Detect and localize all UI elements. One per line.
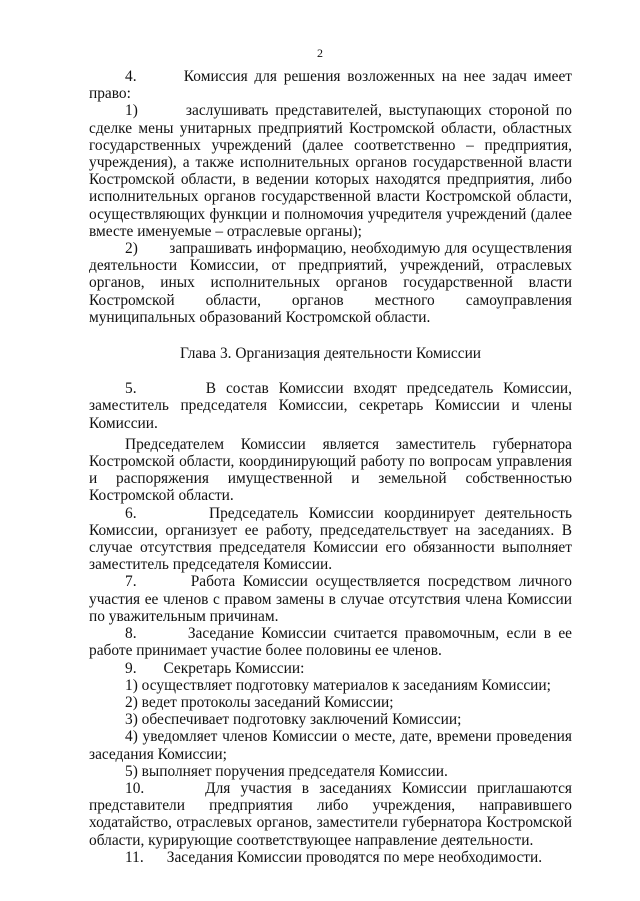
paragraph-9-item-3: 3) обеспечивает подготовку заключений Комиссии; (125, 711, 462, 729)
paragraph-9-item-1: 1) осуществляет подготовку материалов к заседаниям Комиссии; (125, 676, 551, 694)
paragraph-7: 7. Работа Комиссии осуществляется посредством личного участия ее членов с правом замены в случае отсутствия члена Комиссии по уважительным причинам. (89, 573, 572, 625)
paragraph-5: 5. В состав Комиссии входят председатель Комиссии, заместитель председателя Комиссии, секретарь Комиссии и члены Комиссии. (89, 380, 572, 432)
paragraph-9-item-5: 5) выполняет поручения председателя Комиссии. (125, 762, 448, 780)
paragraph-9: 9. Секретарь Комиссии: (125, 659, 305, 677)
paragraph-8: 8. Заседание Комиссии считается правомочным, если в ее работе принимает участие более половины ее членов. (89, 625, 572, 660)
paragraph-5-chair: Председателем Комиссии является заместитель губернатора Костромской области, координирующий работу по вопросам управления и распоряжения имущественной и земельной собственностью Костромской области. (89, 435, 572, 505)
paragraph-11: 11. Заседания Комиссии проводятся по мере необходимости. (125, 848, 543, 866)
paragraph-10: 10. Для участия в заседаниях Комиссии приглашаются представители предприятия либо учреждения, направившего ходатайство, отраслевых органов, заместители губернатора Костромской области, курирующие соответствующее направление деятельности. (89, 779, 572, 849)
document-body (89, 68, 572, 866)
paragraph-9-item-4: 4) уведомляет членов Комиссии о месте, дате, времени проведения заседания Комиссии; (89, 728, 572, 763)
page-number: 2 (317, 46, 323, 60)
paragraph-6: 6. Председатель Комиссии координирует деятельность Комиссии, организует ее работу, председательствует на заседаниях. В случае отсутствия председателя Комиссии его обязанности выполняет заместитель председателя Комиссии. (89, 504, 572, 574)
paragraph-9-item-2: 2) ведет протоколы заседаний Комиссии; (125, 693, 394, 711)
paragraph-4-item-1: 1) заслушивать представителей, выступающих стороной по сделке мены унитарных предприятий Костромской области, областных государственных учреждений (далее соответственно – предприятия, учреждения), а также исполнительных органов государственной власти Костромской области, в ведении которых находятся предприятия, либо исполнительных органов государственной власти Костромской области, осуществляющих функции и полномочия учредителя учреждений (далее вместе именуемые – отраслевые органы); (89, 102, 572, 240)
paragraph-4: 4. Комиссия для решения возложенных на нее задач имеет право: (89, 68, 572, 103)
paragraph-4-item-2: 2) запрашивать информацию, необходимую для осуществления деятельности Комиссии, от предприятий, учреждений, отраслевых органов, иных исполнительных органов государственной власти Костромской области, органов местного самоуправления муниципальных образований Костромской области. (89, 240, 572, 326)
chapter-heading: Глава 3. Организация деятельности Комиссии (179, 345, 482, 363)
